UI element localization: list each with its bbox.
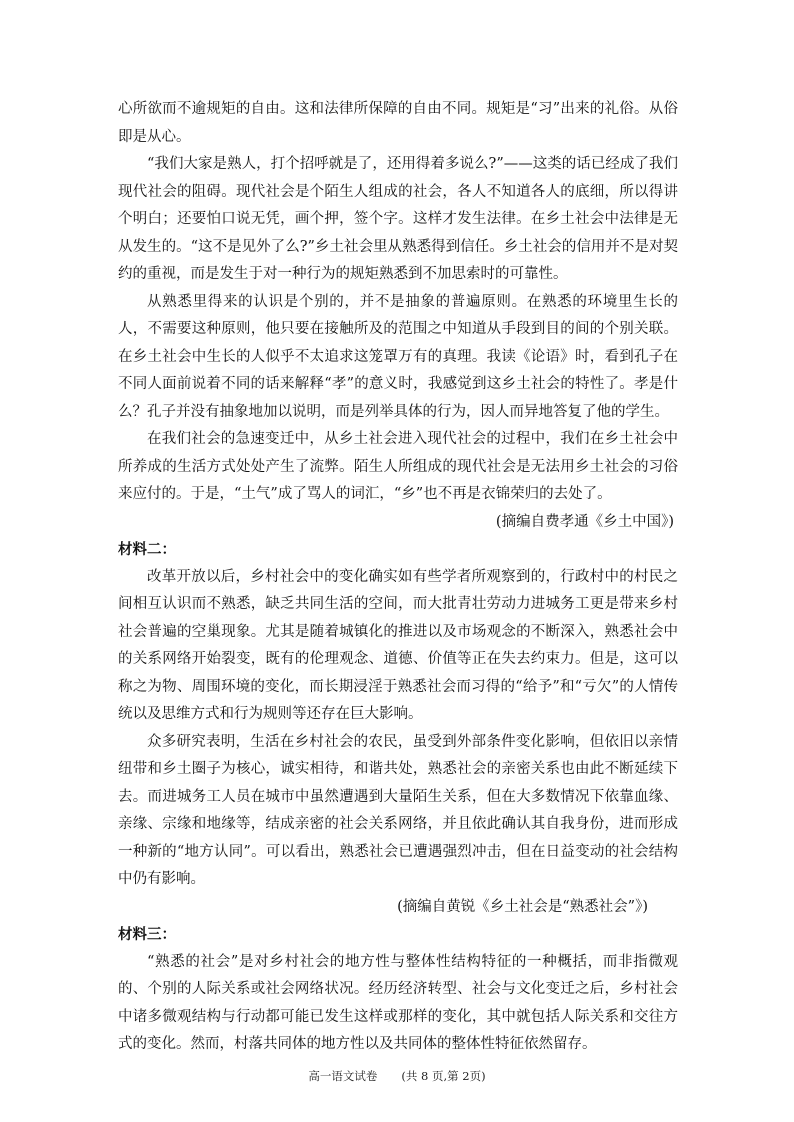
page-footer [0,1068,794,1084]
footer-exam-name: 高一语文试卷 [308,1069,378,1083]
paragraph-social-change: 在我们社会的急速变迁中，从乡土社会进入现代社会的过程中，我们在乡土社会中所养成的生活方式处处产生了流弊。陌生人所组成的现代社会是无法用乡土社会的习俗来应付的。于是，“土气”成了骂人的词汇，“乡”也不再是衣锦荣归的去处了。 [118,431,678,502]
paragraph-familiarity: 从熟悉里得来的认识是个别的，并不是抽象的普遍原则。在熟悉的环境里生长的人，不需要这种原则，他只要在接触所及的范围之中知道从手段到目的间的个别关联。在乡土社会中生长的人似乎不太追求这笼罩万有的真理。我读《论语》时，看到孔子在不同人面前说着不同的话来解释“孝”的意义时，我感觉到这乡土社会的特性了。孝是什么？孔子并没有抽象地加以说明，而是列举具体的行为，因人而异地答复了他的学生。 [118,293,678,420]
material-2-paragraph-1: 改革开放以后，乡村社会中的变化确实如有些学者所观察到的，行政村中的村民之间相互认识而不熟悉，缺乏共同生活的空间，而大批青壮劳动力进城务工更是带来乡村社会普遍的空巢现象。尤其是随着城镇化的推进以及市场观念的不断深入，熟悉社会中的关系网络开始裂变，既有的伦理观念、道德、价值等正在失去约束力。但是，这可以称之为物、周围环境的变化，而长期浸淫于熟悉社会而习得的“给予”和“亏欠”的人情传统以及思维方式和行为规则等还存在巨大影响。 [118,568,678,722]
paragraph-acquaintance: “我们大家是熟人，打个招呼就是了，还用得着多说么?”——这类的话已经成了我们现代社会的阻碍。现代社会是个陌生人组成的社会，各人不知道各人的底细，所以得讲个明白；还要怕口说无凭，画个押，签个字。这样才发生法律。在乡土社会中法律是无从发生的。“这不是见外了么?”乡土社会里从熟悉得到信任。乡土社会的信用并不是对契约的重视，而是发生于对一种行为的规矩熟悉到不加思索时的可靠性。 [118,156,678,282]
source-citation-1: (摘编自费孝通《乡土中国》) [495,513,674,530]
material-2-paragraph-2: 众多研究表明，生活在乡村社会的农民，虽受到外部条件变化影响，但依旧以亲情纽带和乡土圈子为核心，诚实相待，和谐共处，熟悉社会的亲密关系也由此不断延续下去。而进城务工人员在城市中虽然遭遇到大量陌生关系，但在大多数情况下依靠血缘、亲缘、宗缘和地缘等，结成亲密的社会关系网络，并且依此确认其自我身份，进而形成一种新的“地方认同”。可以看出，熟悉社会已遭遇强烈冲击，但在日益变动的社会结构中仍有影响。 [118,733,678,887]
source-citation-2: (摘编自黄锐《乡土社会是“熟悉社会”》) [397,898,648,915]
material-2-heading: 材料二： [118,541,176,558]
paragraph-continued: 心所欲而不逾规矩的自由。这和法律所保障的自由不同。规矩是“习”出来的礼俗。从俗即是从心。 [118,101,678,145]
footer-page-info: (共 8 页,第 2页) [401,1069,486,1083]
material-3-heading: 材料三： [118,926,176,943]
page-content [118,96,678,1059]
material-3-paragraph-1: “熟悉的社会”是对乡村社会的地方性与整体性结构特征的一种概括，而非指微观的、个别的人际关系或社会网络状况。经历经济转型、社会与文化变迁之后，乡村社会中诸多微观结构与行动都可能已发生这样或那样的变化，其中就包括人际关系和交往方式的变化。然而，村落共同体的地方性以及共同体的整体性特征依然留存。 [118,953,678,1052]
